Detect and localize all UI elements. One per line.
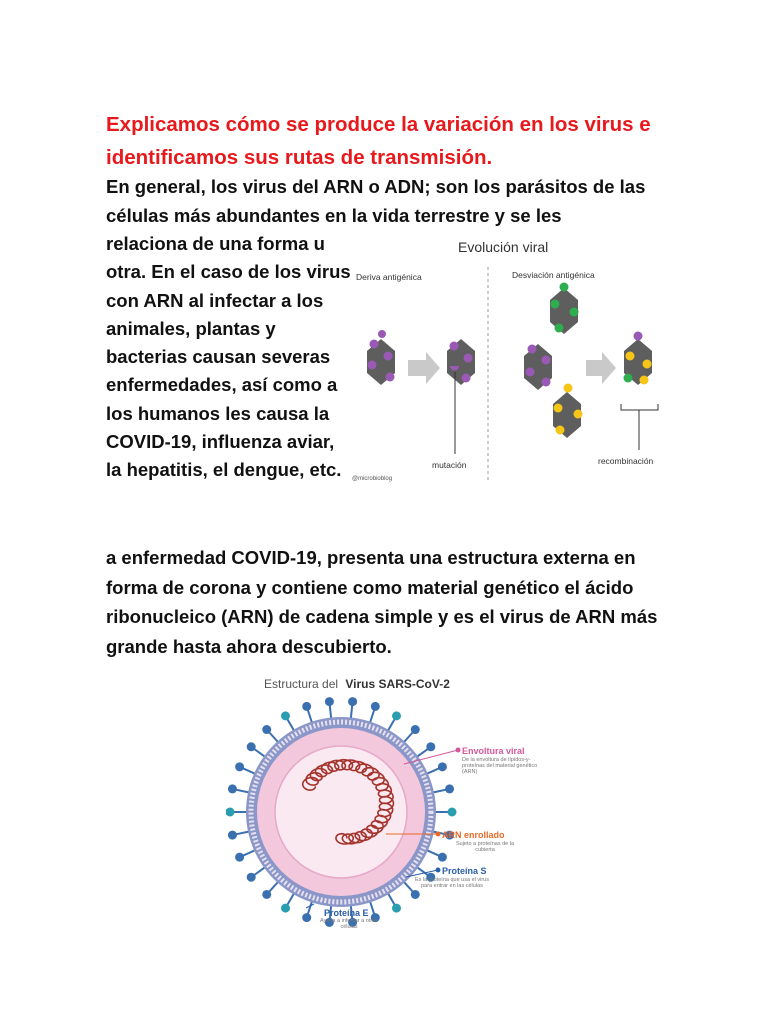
- drift-arrow: [408, 352, 440, 384]
- figure1-right-label: Desviación antigénica: [512, 270, 595, 280]
- protein-e-label: Proteína E: [324, 908, 369, 918]
- spike-head: [448, 808, 457, 817]
- spike-head: [392, 711, 401, 720]
- recombination-label: recombinación: [598, 456, 654, 466]
- virus-drift-mutated: [447, 339, 475, 385]
- spike-head: [247, 873, 256, 882]
- spike-head: [226, 808, 235, 817]
- spike-head: [411, 725, 420, 734]
- viral-evolution-figure: [346, 232, 676, 490]
- spike-head: [228, 831, 237, 840]
- spike-head: [325, 697, 334, 706]
- spike-head: [281, 711, 290, 720]
- shift-arrow: [586, 352, 616, 384]
- virus-shift-purple: [524, 344, 552, 390]
- rna-label: ARN enrollado: [442, 830, 505, 840]
- protein-s-label: Proteína S: [442, 866, 487, 876]
- mutation-label: mutación: [432, 460, 467, 470]
- spike-head: [392, 904, 401, 913]
- figure1-credit: @microbioblog: [352, 476, 393, 482]
- spike-head: [235, 853, 244, 862]
- spike-head: [445, 784, 454, 793]
- virus-shift-green: [550, 283, 579, 335]
- sars-cov-2-structure-figure: [226, 672, 556, 934]
- spike-head: [371, 702, 380, 711]
- protein-e-description: Ayuda a infectar a otras células: [320, 918, 378, 930]
- spike-head: [438, 762, 447, 771]
- envelope-description: De la envoltura de lípidos-y-proteínas del material genético (ARN): [462, 757, 538, 775]
- spike-head: [228, 784, 237, 793]
- virus-shift-yellow: [553, 384, 583, 439]
- intro-paragraph-top: En general, los virus del ARN o ADN; son los parásitos de las células más abundantes en la vida terrestre y se les: [106, 176, 646, 226]
- envelope-label: Envoltura viral: [462, 746, 525, 756]
- spike-head: [262, 890, 271, 899]
- spike-head: [348, 697, 357, 706]
- spike-head: [438, 853, 447, 862]
- spike-head: [302, 702, 311, 711]
- intro-paragraph-wrapped: relaciona de una forma u otra. En el caso de los virus con ARN al infectar a los animales, plantas y bacterias causan severas enfermedades, así como a los humanos les causa la COVID-19, influenza aviar, la hepatitis, el dengue, etc.: [106, 233, 351, 481]
- spike-head: [426, 742, 435, 751]
- spike-head: [247, 742, 256, 751]
- figure2-title: Estructura del Virus SARS-CoV-2: [264, 677, 450, 691]
- spike-head: [262, 725, 271, 734]
- figure1-title: Evolución viral: [458, 239, 549, 255]
- virus-shift-recombined: [624, 332, 653, 386]
- spike-head: [235, 762, 244, 771]
- spike-head: [281, 904, 290, 913]
- capsid-inner: [275, 746, 407, 878]
- spike-head: [302, 913, 311, 922]
- article-heading: Explicamos cómo se produce la variación en los virus e identificamos sus rutas de transmisión.: [106, 113, 651, 169]
- protein-s-description: Es la proteína que usa el virus para entrar en las células: [415, 877, 489, 889]
- figure1-left-label: Deriva antigénica: [356, 272, 422, 282]
- covid-paragraph: a enfermedad COVID-19, presenta una estructura externa en forma de corona y contiene como material genético el ácido ribonucleico (ARN) de cadena simple y es el virus de ARN más grande hasta ahora descubierto.: [106, 547, 658, 657]
- virus-drift-original: [367, 330, 395, 385]
- rna-description: Sujeto a proteínas de la cubierta: [455, 841, 515, 853]
